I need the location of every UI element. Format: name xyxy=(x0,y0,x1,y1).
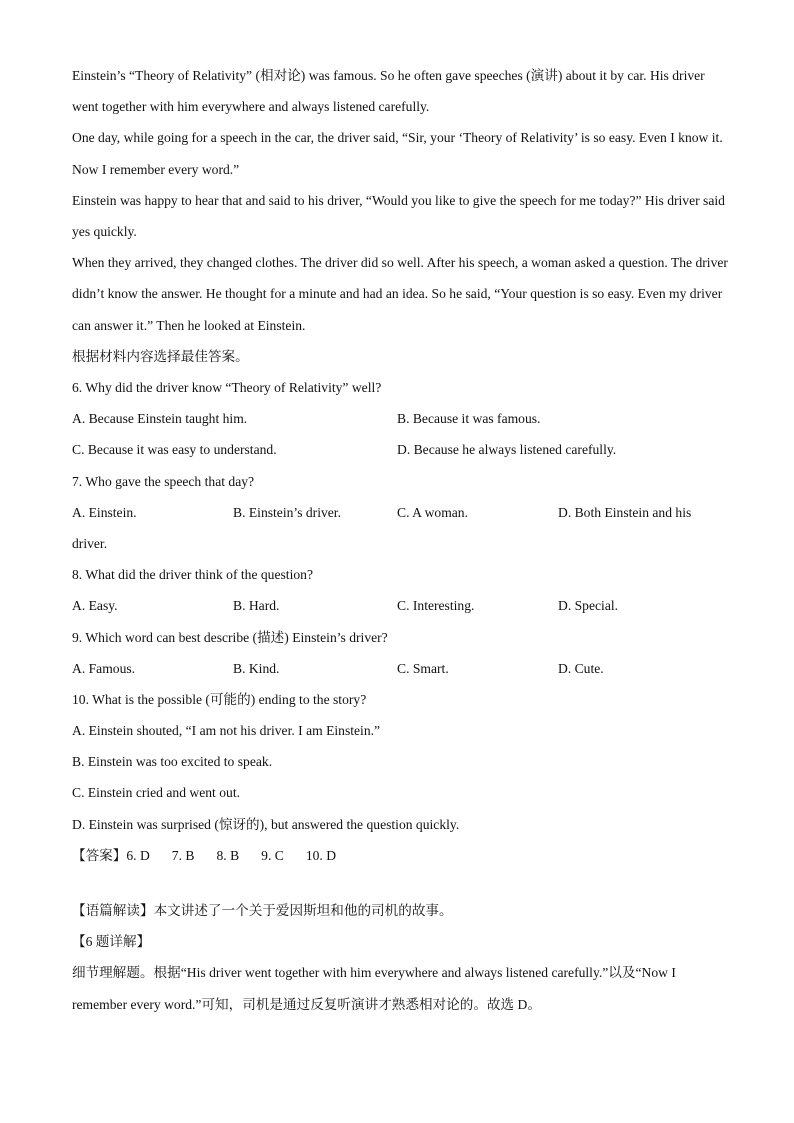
option-b: B. Einstein’s driver. xyxy=(233,504,341,520)
question-options xyxy=(72,403,732,434)
passage-paragraph-2: One day, while going for a speech in the car, the driver said, “Sir, your ‘Theory of Relativity’ is so easy. Even I know it. Now I remember every word.” xyxy=(72,130,723,177)
option-c: C. Interesting. xyxy=(397,598,475,614)
option-a: A. Because Einstein taught him. xyxy=(72,411,248,427)
option-d: D. Cute. xyxy=(558,660,604,676)
analysis-summary-text: 本文讲述了一个关于爱因斯坦和他的司机的故事。 xyxy=(153,903,453,919)
answer-item: 7. B xyxy=(171,847,195,863)
question-stem: 9. Which word can best describe (描述) Einstein’s driver? xyxy=(72,629,388,645)
analysis-summary xyxy=(72,895,732,926)
option-b: B. Because it was famous. xyxy=(397,411,541,427)
question-stem: 7. Who gave the speech that day? xyxy=(72,473,255,489)
instruction: 根据材料内容选择最佳答案。 xyxy=(72,348,249,364)
question-stem: 10. What is the possible (可能的) ending to the story? xyxy=(72,691,367,707)
option-c: C. Smart. xyxy=(397,660,449,676)
question-options xyxy=(72,434,732,465)
answer-key xyxy=(72,840,732,871)
answer-item: 9. C xyxy=(261,847,284,863)
option-b: B. Kind. xyxy=(233,660,280,676)
analysis-summary-label: 【语篇解读】 xyxy=(72,903,154,919)
question-stem: 8. What did the driver think of the question? xyxy=(72,567,313,583)
option-d-continued: driver. xyxy=(72,535,108,551)
option-a: A. Famous. xyxy=(72,660,136,676)
analysis-q6-label: 【6 题详解】 xyxy=(72,934,151,950)
answer-item: 8. B xyxy=(216,847,240,863)
option-b: B. Einstein was too excited to speak. xyxy=(72,754,273,770)
option-c: C. Because it was easy to understand. xyxy=(72,442,277,458)
option-d: D. Both Einstein and his xyxy=(558,504,692,520)
option-c: C. A woman. xyxy=(397,504,468,520)
option-b: B. Hard. xyxy=(233,598,280,614)
option-c: C. Einstein cried and went out. xyxy=(72,785,240,801)
document-page xyxy=(72,60,732,1020)
analysis-q6-text: 细节理解题。根据“His driver went together with him everywhere and always listened carefully.”以及“Now I remember every word.”可知，司机是通过反复听演讲才熟悉相对论的。故选 D。 xyxy=(72,965,676,1012)
passage-paragraph-3: Einstein was happy to hear that and said to his driver, “Would you like to give the speech for me today?” His driver said yes quickly. xyxy=(72,192,725,240)
option-a: A. Einstein shouted, “I am not his driver. I am Einstein.” xyxy=(72,723,381,739)
question-stem: 6. Why did the driver know “Theory of Relativity” well? xyxy=(72,380,382,396)
question-options xyxy=(72,497,732,528)
question-options xyxy=(72,590,732,621)
answer-item: 6. D xyxy=(126,847,150,863)
question-options xyxy=(72,653,732,684)
option-d: D. Einstein was surprised (惊讶的), but answered the question quickly. xyxy=(72,816,460,832)
answer-label: 【答案】 xyxy=(72,847,127,863)
passage-paragraph-1: Einstein’s “Theory of Relativity” (相对论) was famous. So he often gave speeches (演讲) about it by car. His driver went together with him everywhere and always listened carefully. xyxy=(72,68,705,115)
option-d: D. Because he always listened carefully. xyxy=(397,442,617,458)
answer-item: 10. D xyxy=(305,847,337,863)
option-a: A. Einstein. xyxy=(72,504,137,520)
option-a: A. Easy. xyxy=(72,598,118,614)
passage-paragraph-4: When they arrived, they changed clothes. The driver did so well. After his speech, a woman asked a question. The driver didn’t know the answer. He thought for a minute and had an idea. So he said, “Your question is so easy. Even my driver can answer it.” Then he looked at Einstein. xyxy=(72,255,728,333)
option-d: D. Special. xyxy=(558,598,619,614)
